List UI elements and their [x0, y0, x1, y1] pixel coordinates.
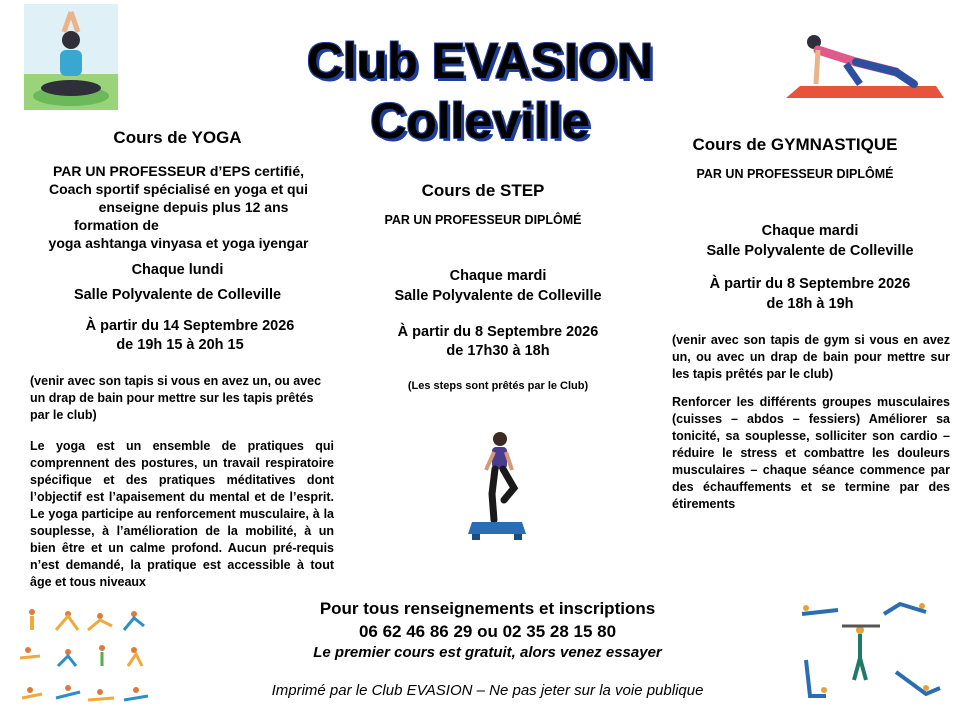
step-hours: de 17h30 à 18h	[446, 343, 550, 359]
yoga-poses-illustration	[16, 606, 156, 706]
step-teacher: PAR UN PROFESSEUR DIPLÔMÉ	[384, 213, 582, 227]
yoga-day: Chaque lundi	[131, 262, 224, 278]
yoga-hours: de 19h 15 à 20h 15	[116, 337, 244, 353]
contact-tagline: Le premier cours est gratuit, alors venez essayer	[313, 644, 662, 661]
yoga-teacher-line: Coach sportif spécialisé en yoga et qui	[48, 181, 309, 197]
contact-phones: 06 62 46 86 29 ou 02 35 28 15 80	[358, 622, 617, 641]
yoga-teacher-line: PAR UN PROFESSEUR d’EPS certifié,	[52, 163, 304, 179]
club-subtitle: Colleville	[370, 93, 590, 149]
yoga-start: À partir du 14 Septembre 2026	[85, 318, 295, 334]
gym-teacher: PAR UN PROFESSEUR DIPLÔMÉ	[696, 167, 894, 181]
gym-note: (venir avec son tapis de gym si vous en avez un, ou avec un drap de bain pour mettre sur les tapis prêtés par le club)	[672, 333, 950, 381]
yoga-description: Le yoga est un ensemble de pratiques qui comprennent des postures, un travail respiratoire spécifique et des pratiques méditatives dont l’objectif est l’apaisement du mental et de l’esprit. Le yoga participe au renforcement musculaire, à la souplesse, à l’amélioration de la mobilité, à un bien être et un calme profond. Aucun pré-requis n’est demandé, la pratique est accessible à tout âge et tous niveaux	[30, 439, 334, 589]
gym-plank-illustration	[786, 28, 946, 102]
step-exercise-illustration	[466, 430, 526, 542]
yoga-place: Salle Polyvalente de Colleville	[73, 287, 282, 303]
step-note: (Les steps sont prêtés par le Club)	[407, 380, 589, 392]
gym-title: Cours de GYMNASTIQUE	[692, 135, 898, 154]
gym-start: À partir du 8 Septembre 2026	[709, 276, 911, 292]
club-title: Club EVASION	[306, 33, 654, 89]
contact-heading: Pour tous renseignements et inscriptions	[319, 599, 656, 618]
gym-hours: de 18h à 19h	[766, 296, 854, 312]
yoga-teacher-line: enseigne depuis plus 12 ans	[98, 199, 289, 215]
gym-day: Chaque mardi	[761, 223, 859, 239]
footer-notice: Imprimé par le Club EVASION – Ne pas jeter sur la voie publique	[271, 682, 704, 699]
yoga-meditation-illustration	[24, 4, 118, 110]
step-start: À partir du 8 Septembre 2026	[397, 324, 599, 340]
exercise-figures-illustration	[796, 600, 944, 706]
yoga-title: Cours de YOGA	[113, 128, 242, 147]
gym-description: Renforcer les différents groupes musculaires (cuisses – abdos – fessiers) Améliorer sa tonicité, sa souplesse, solliciter son cardio – réduire le stress et combattre les douleurs musculaires – chaque séance commence par des échauffements et se termine par des étirements	[672, 395, 950, 511]
yoga-teacher-line: formation de	[74, 217, 159, 233]
step-title: Cours de STEP	[421, 181, 545, 200]
yoga-note: (venir avec son tapis si vous en avez un, ou avec un drap de bain pour mettre sur les tapis prêtés par le club)	[30, 374, 322, 422]
gym-place: Salle Polyvalente de Colleville	[706, 243, 914, 259]
yoga-teacher	[26, 162, 331, 252]
step-day: Chaque mardi	[449, 268, 547, 284]
yoga-teacher-line: yoga ashtanga vinyasa et yoga iyengar	[48, 235, 309, 251]
step-place: Salle Polyvalente de Colleville	[394, 288, 602, 304]
